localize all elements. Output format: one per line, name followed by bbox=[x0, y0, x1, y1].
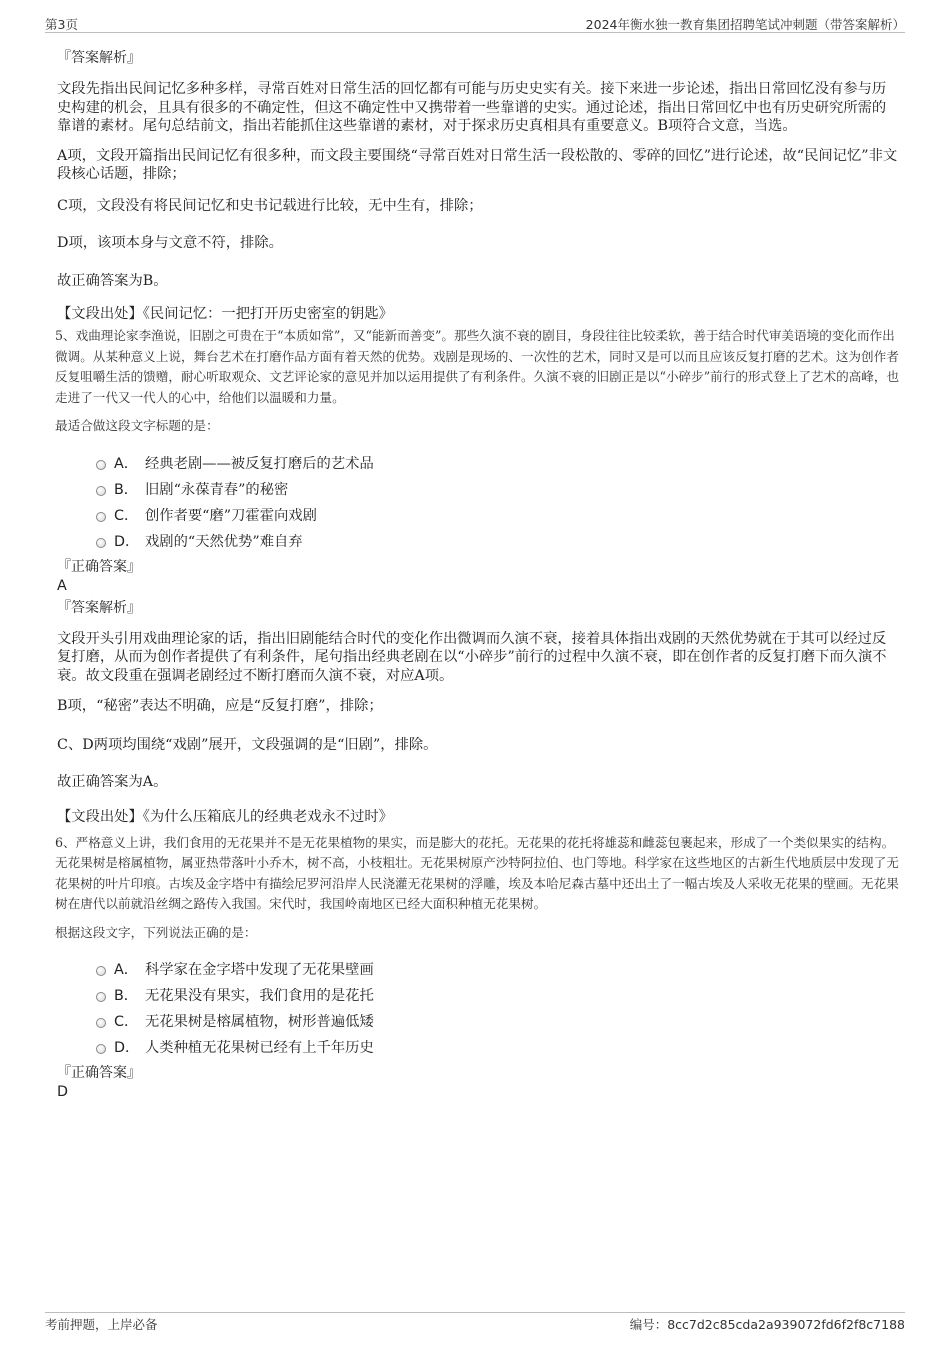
radio-button[interactable] bbox=[96, 486, 106, 496]
radio-button[interactable] bbox=[96, 966, 106, 976]
analysis-label: 『答案解析』 bbox=[57, 599, 141, 616]
question-stem: 5、戏曲理论家李渔说，旧剧之可贵在于“本质如常”，又“能新而善变”。那些久演不衰的剧目，身段往往比较柔软，善于结合时代审美语境的变化而作出微调。从某种意义上说，舞台艺术在打磨作品方面有着天然的优势。戏剧是现场的、一次性的艺术，同时又是可以而且应该反复打磨的艺术。这为创作者反复咀嚼生活的馈赠，耐心听取观众、文艺评论家的意见并加以运用提供了有利条件。久演不衰的旧剧正是以“小碎步”前行的形式登上了艺术的高峰，也走进了一代又一代人的心中，给他们以温暖和力量。 bbox=[55, 328, 900, 405]
correct-answer-value: A bbox=[57, 577, 67, 594]
radio-button[interactable] bbox=[96, 1018, 106, 1028]
correct-answer-label: 『正确答案』 bbox=[57, 1065, 141, 1081]
analysis-paragraph: C项，文段没有将民间记忆和史书记载进行比较，无中生有，排除； bbox=[57, 197, 483, 214]
page-content bbox=[55, 48, 900, 1101]
option-c[interactable]: C． 创作者要“磨”刀霍霍向戏剧 bbox=[95, 503, 900, 529]
option-list bbox=[95, 957, 900, 1061]
analysis-paragraph: C、D两项均围绕“戏剧”展开，文段强调的是“旧剧”，排除。 bbox=[57, 736, 438, 753]
question-stem: 6、严格意义上讲，我们食用的无花果并不是无花果植物的果实，而是膨大的花托。无花果的花托将雄蕊和雌蕊包裹起来，形成了一个类似果实的结构。无花果树是榕属植物，属亚热带落叶小乔木，树不高，小枝粗壮。无花果树原产沙特阿拉伯、也门等地。科学家在这些地区的古新生代地质层中发现了无花果树的叶片印痕。古埃及金字塔中有描绘尼罗河沿岸人民浇灌无花果树的浮雕，埃及本哈尼森古墓中还出土了一幅古埃及人采收无花果的壁画。无花果树在唐代以前就沿丝绸之路传入我国。宋代时，我国岭南地区已经大面积种植无花果树。 bbox=[55, 834, 899, 911]
passage-source: 【文段出处】《为什么压箱底儿的经典老戏永不过时》 bbox=[57, 808, 393, 825]
radio-button[interactable] bbox=[96, 992, 106, 1002]
analysis-paragraph: 文段开头引用戏曲理论家的话，指出旧剧能结合时代的变化作出微调而久演不衰，接着具体指出戏剧的天然优势就在于其可以经过反复打磨，从而为创作者提供了有利条件，尾句指出经典老剧在以“小碎步”前行的过程中久演不衰，即在创作者的反复打磨下而久演不衰。故文段重在强调老剧经过不断打磨而久演不衰，对应A项。 bbox=[57, 630, 887, 684]
analysis-paragraph: B项，“秘密”表达不明确，应是“反复打磨”，排除； bbox=[57, 698, 383, 714]
document-code: 编号：8cc7d2c85cda2a939072fd6f2f8c7188 bbox=[629, 1317, 905, 1332]
page-footer bbox=[45, 1312, 905, 1333]
page-header bbox=[45, 14, 905, 33]
correct-answer-value: D bbox=[57, 1084, 69, 1100]
question-prompt: 根据这段文字，下列说法正确的是： bbox=[55, 924, 257, 940]
analysis-paragraph: D项，该项本身与文意不符，排除。 bbox=[57, 235, 283, 251]
option-a[interactable]: A． 科学家在金字塔中发现了无花果壁画 bbox=[95, 957, 900, 983]
radio-button[interactable] bbox=[96, 538, 106, 548]
option-b[interactable]: B． 旧剧“永葆青春”的秘密 bbox=[95, 477, 900, 503]
option-a[interactable]: A． 经典老剧——被反复打磨后的艺术品 bbox=[95, 451, 900, 477]
radio-button[interactable] bbox=[96, 512, 106, 522]
option-b[interactable]: B． 无花果没有果实，我们食用的是花托 bbox=[95, 983, 900, 1009]
analysis-paragraph: A项，文段开篇指出民间记忆有很多种，而文段主要围绕“寻常百姓对日常生活一段松散的、零碎的回忆”进行论述，故“民间记忆”非文段核心话题，排除； bbox=[57, 147, 898, 182]
page-number: 第3页 bbox=[45, 17, 78, 32]
correct-answer-label: 『正确答案』 bbox=[57, 558, 141, 575]
option-c[interactable]: C． 无花果树是榕属植物，树形普遍低矮 bbox=[95, 1009, 900, 1035]
radio-button[interactable] bbox=[96, 1044, 106, 1054]
question-prompt: 最适合做这段文字标题的是： bbox=[55, 418, 219, 433]
option-d[interactable]: D． 戏剧的“天然优势”难自弃 bbox=[95, 529, 900, 555]
analysis-conclusion: 故正确答案为A。 bbox=[57, 774, 168, 790]
passage-source: 【文段出处】《民间记忆：一把打开历史密室的钥匙》 bbox=[57, 306, 393, 322]
radio-button[interactable] bbox=[96, 460, 106, 470]
footer-slogan: 考前押题，上岸必备 bbox=[45, 1317, 158, 1332]
option-list bbox=[95, 451, 900, 555]
analysis-paragraph: 文段先指出民间记忆多种多样，寻常百姓对日常生活的回忆都有可能与历史史实有关。接下来进一步论述，指出日常回忆没有参与历史构建的机会，且具有很多的不确定性，但这不确定性中又携带着一些靠谱的史实。通过论述，指出日常回忆中也有历史研究所需的靠谱的素材。尾句总结前文，指出若能抓住这些靠谱的素材，对于探求历史真相具有重要意义。B项符合文意，当选。 bbox=[57, 81, 887, 134]
option-d[interactable]: D． 人类种植无花果树已经有上千年历史 bbox=[95, 1035, 900, 1061]
document-title: 2024年衡水独一教育集团招聘笔试冲刺题（带答案解析） bbox=[585, 17, 905, 32]
analysis-conclusion: 故正确答案为B。 bbox=[57, 272, 168, 289]
analysis-label: 『答案解析』 bbox=[57, 50, 141, 66]
